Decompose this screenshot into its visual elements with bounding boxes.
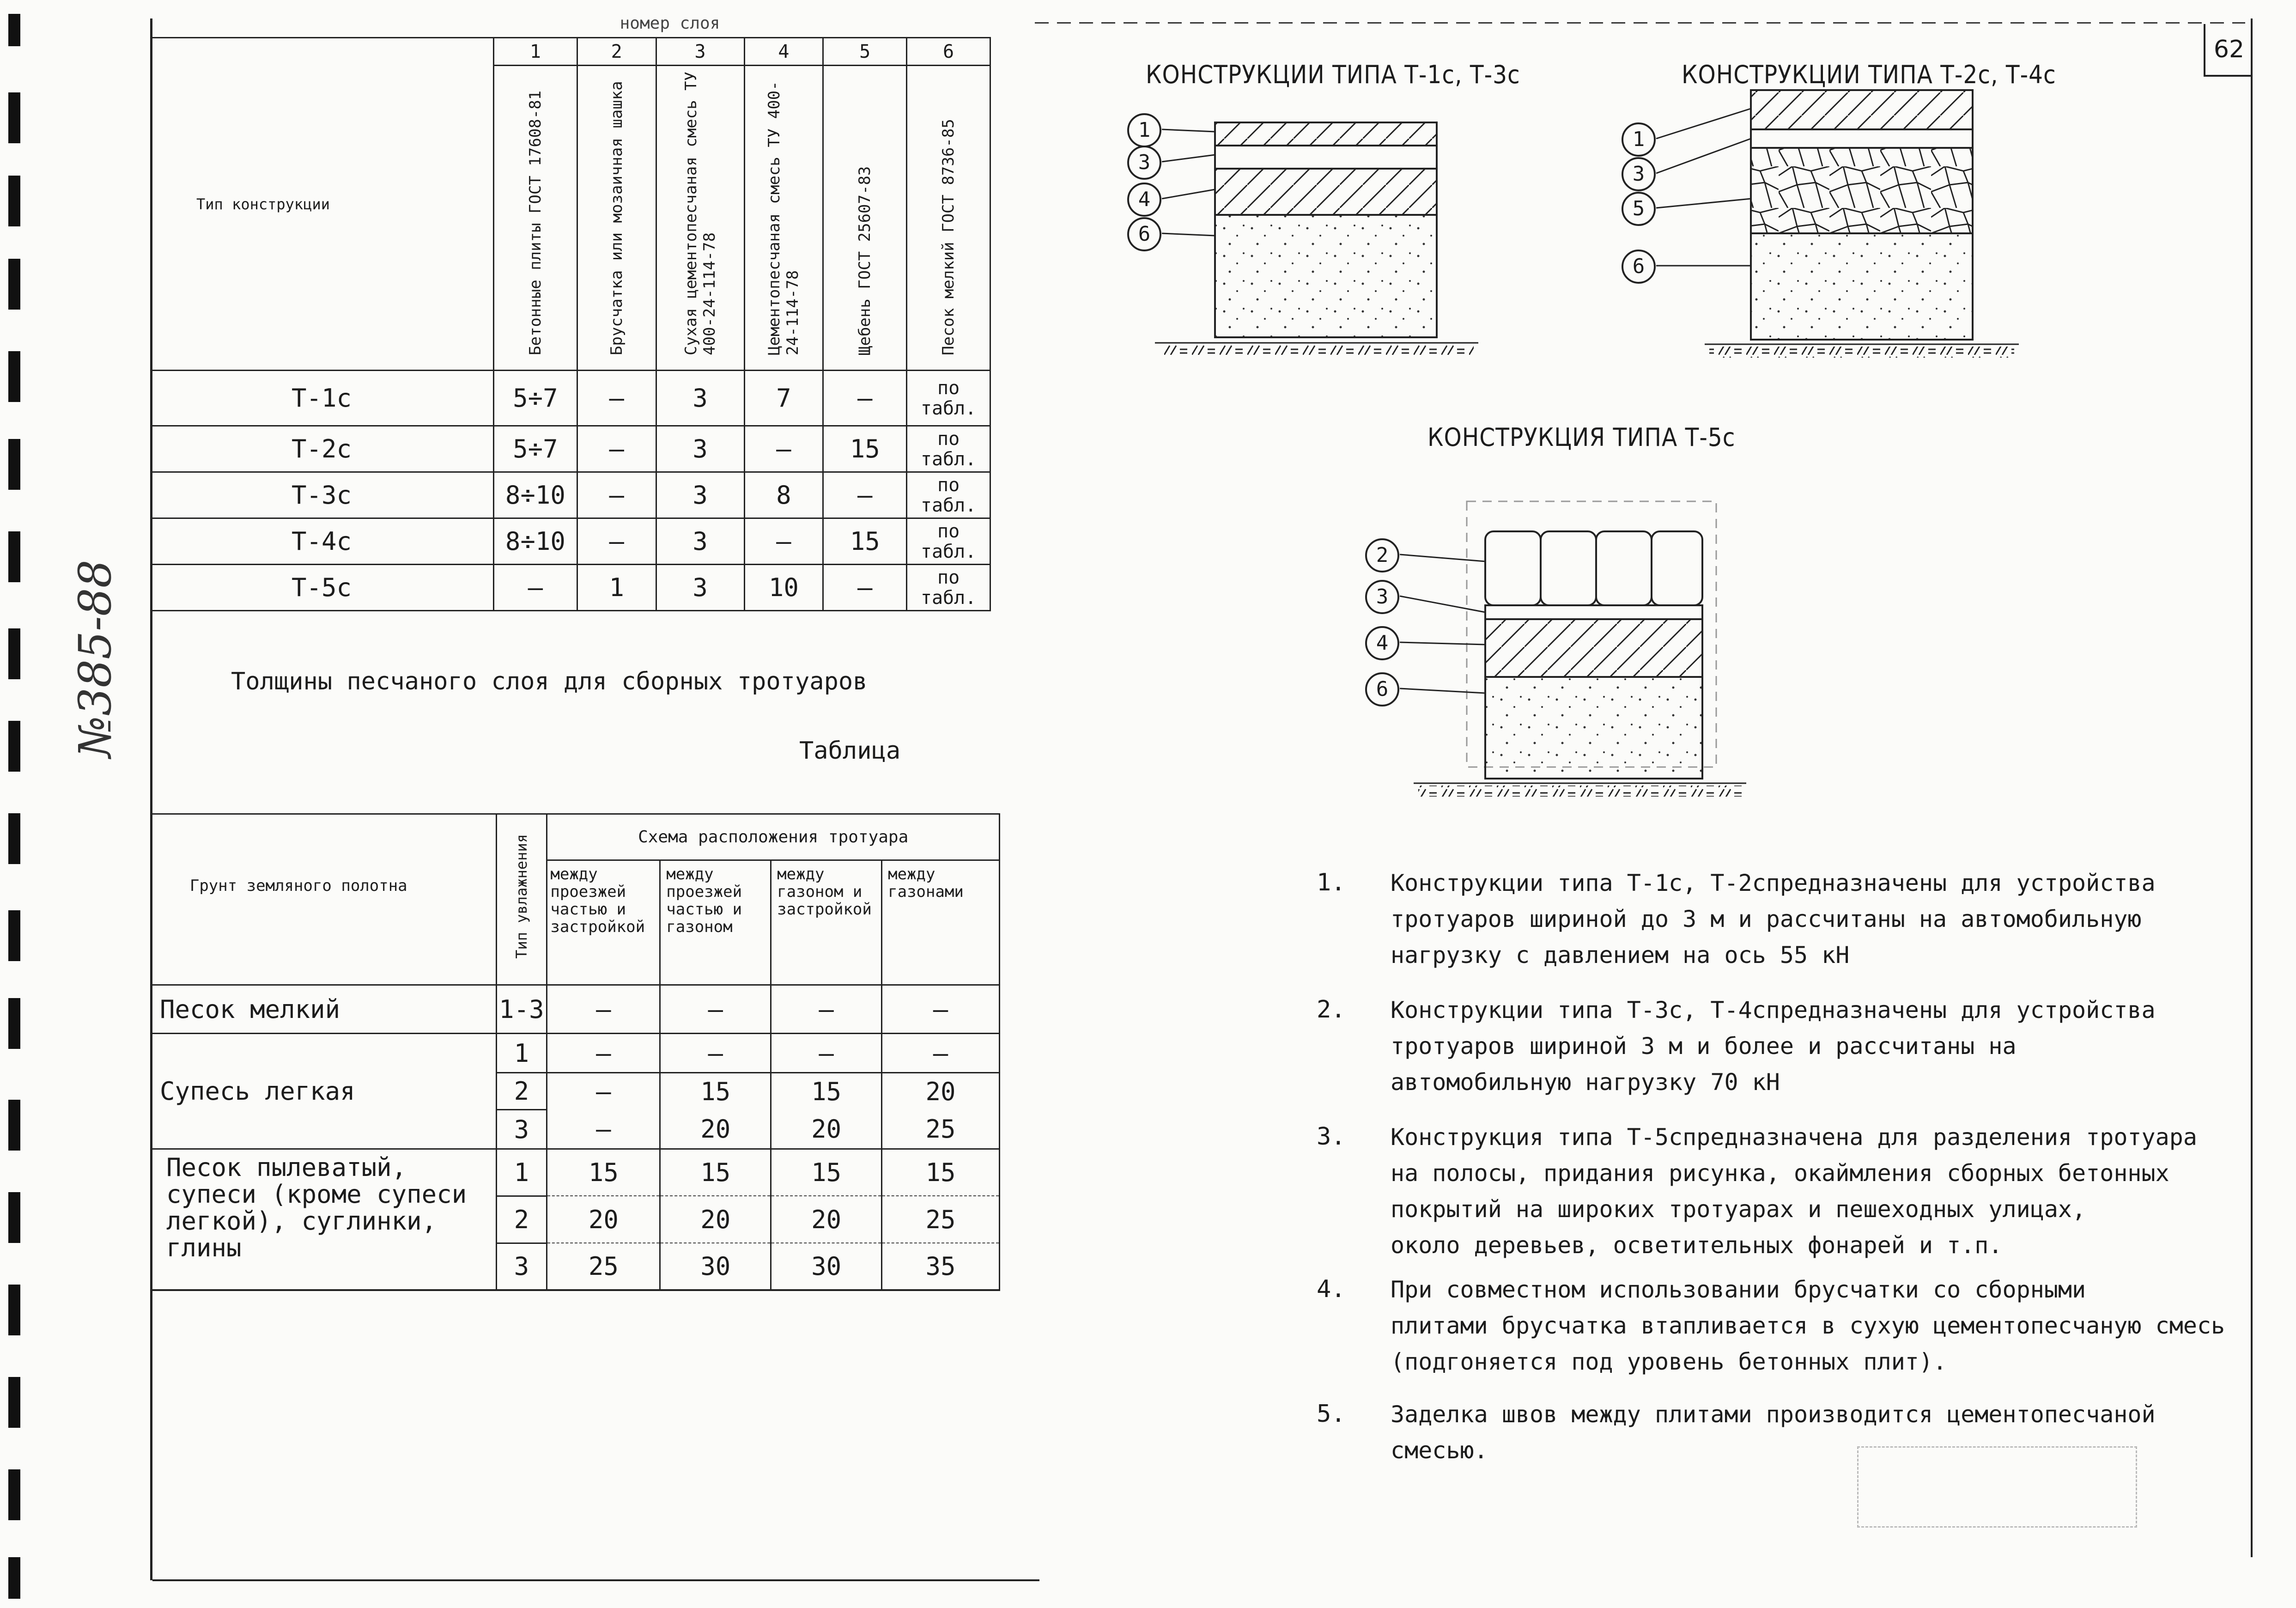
table-row: Т-4с 8÷10 – 3 – 15 по табл. xyxy=(150,518,990,565)
diagram-1-title: КОНСТРУКЦИИ ТИПА Т-1с, Т-3с xyxy=(1146,60,1520,89)
note-text: Заделка швов между плитами производится цементопесчаной смесью. xyxy=(1391,1401,2156,1464)
note-text: При совместном использовании брусчатки со сборными плитами брусчатка втапливается в сухую цементопесчаную смесь (подгоняется под уровень бетонных плит). xyxy=(1391,1276,2225,1375)
sand-head-type: Тип увлажнения xyxy=(496,814,547,985)
table-row: 2 20 20 20 25 xyxy=(152,1196,1000,1243)
table-row: Песок мелкий 1-3 – – – – xyxy=(152,985,1000,1034)
layer-marker: 6 xyxy=(1622,250,1656,284)
sand-head-col: между проезжей частью и газоном xyxy=(660,860,771,985)
table-row: 3 – 20 20 25 xyxy=(152,1110,1000,1149)
layer-name-cell: Сухая цементопесчаная смесь ТУ 400-24-114-78 xyxy=(656,66,744,371)
diagram-2 xyxy=(1656,90,2019,358)
sand-head-col: между проезжей частью и застройкой xyxy=(547,860,660,985)
note-text: Конструкция типа Т-5спредназначена для разделения тротуара на полосы, придания рисунка, окаймления сборных бетонных покрытий на широких тротуарах и пешеходных улицах, около деревьев, осветительных фонарей и т.п. xyxy=(1391,1124,2197,1259)
side-note: №385-88 xyxy=(69,560,121,758)
layer-marker: 4 xyxy=(1127,183,1161,217)
layer-name-cell: Брусчатка или мозаичная шашка xyxy=(577,66,656,371)
layer-number: 3 xyxy=(656,38,744,66)
layer-marker: 3 xyxy=(1127,146,1161,180)
sand-head-soil: Грунт земляного полотна xyxy=(152,814,496,985)
layer-marker: 1 xyxy=(1127,113,1161,147)
layer-name-cell: Цементопесчаная смесь ТУ 400-24-114-78 xyxy=(744,66,823,371)
note-number: 3. xyxy=(1317,1123,1346,1151)
diagram-1 xyxy=(1155,122,1478,355)
note-number: 4. xyxy=(1317,1275,1346,1303)
faded-stamp xyxy=(1857,1446,2137,1528)
note-text: Конструкции типа Т-3с, Т-4спредназначены для устройства тротуаров шириной 3 м и более и рассчитаны на автомобильную нагрузку 70 кН xyxy=(1391,997,2156,1096)
diagram-2-title: КОНСТРУКЦИИ ТИПА Т-2с, Т-4с xyxy=(1682,60,2056,89)
layer-name-cell: Песок мелкий ГОСТ 8736-85 xyxy=(907,66,990,371)
layer-marker: 3 xyxy=(1365,580,1399,614)
table-row: Т-2с 5÷7 – 3 – 15 по табл. xyxy=(150,426,990,472)
layer-table-top-label: номер слоя xyxy=(620,14,720,33)
layer-number: 2 xyxy=(577,38,656,66)
table-row: Песок пылеватый, супеси (кроме супеси легкой), суглинки, глины 1 15 15 15 15 xyxy=(152,1149,1000,1196)
layer-name-cell: Бетонные плиты ГОСТ 17608-81 xyxy=(493,66,577,371)
layer-marker: 6 xyxy=(1365,672,1399,707)
diagram-3 xyxy=(1400,501,1746,797)
layer-number: 4 xyxy=(744,38,823,66)
layer-marker: 4 xyxy=(1365,626,1399,660)
table-row: 3 25 30 30 35 xyxy=(152,1243,1000,1290)
layer-marker: 3 xyxy=(1622,157,1656,191)
note-text: Конструкции типа Т-1с, Т-2спредназначены для устройства тротуаров шириной до 3 м и рассчитаны на автомобильную нагрузку с давлением на ось 55 кН xyxy=(1391,870,2156,968)
page-number: 62 xyxy=(2213,36,2245,63)
table-row: Супесь легкая 1 – – – – xyxy=(152,1034,1000,1073)
diagram-3-title: КОНСТРУКЦИЯ ТИПА Т-5с xyxy=(1427,423,1736,452)
sand-head-scheme: Схема расположения тротуара xyxy=(547,814,1000,860)
layer-marker: 6 xyxy=(1127,217,1161,251)
layer-number: 1 xyxy=(493,38,577,66)
table-row: Т-1с 5÷7 – 3 7 – по табл. xyxy=(150,371,990,426)
layer-name-cell: Щебень ГОСТ 25607-83 xyxy=(823,66,907,371)
layer-marker: 2 xyxy=(1365,538,1399,573)
sand-table-label: Таблица xyxy=(799,737,901,765)
layer-number: 5 xyxy=(823,38,907,66)
sand-head-col: между газоном и застройкой xyxy=(771,860,882,985)
layer-marker: 1 xyxy=(1622,122,1656,157)
note-number: 1. xyxy=(1317,869,1346,896)
table-row: Т-3с 8÷10 – 3 8 – по табл. xyxy=(150,472,990,518)
note-number: 2. xyxy=(1317,996,1346,1023)
layer-marker: 5 xyxy=(1622,192,1656,226)
layer-number: 6 xyxy=(907,38,990,66)
sand-head-col: между газонами xyxy=(882,860,1000,985)
table-row: Т-5с – 1 3 10 – по табл. xyxy=(150,565,990,611)
table-row: 2 – 15 15 20 xyxy=(152,1073,1000,1110)
sand-table-caption: Толщины песчаного слоя для сборных тротуаров xyxy=(231,668,868,695)
layer-table-head-type: Тип конструкции xyxy=(150,38,493,371)
note-number: 5. xyxy=(1317,1400,1346,1428)
